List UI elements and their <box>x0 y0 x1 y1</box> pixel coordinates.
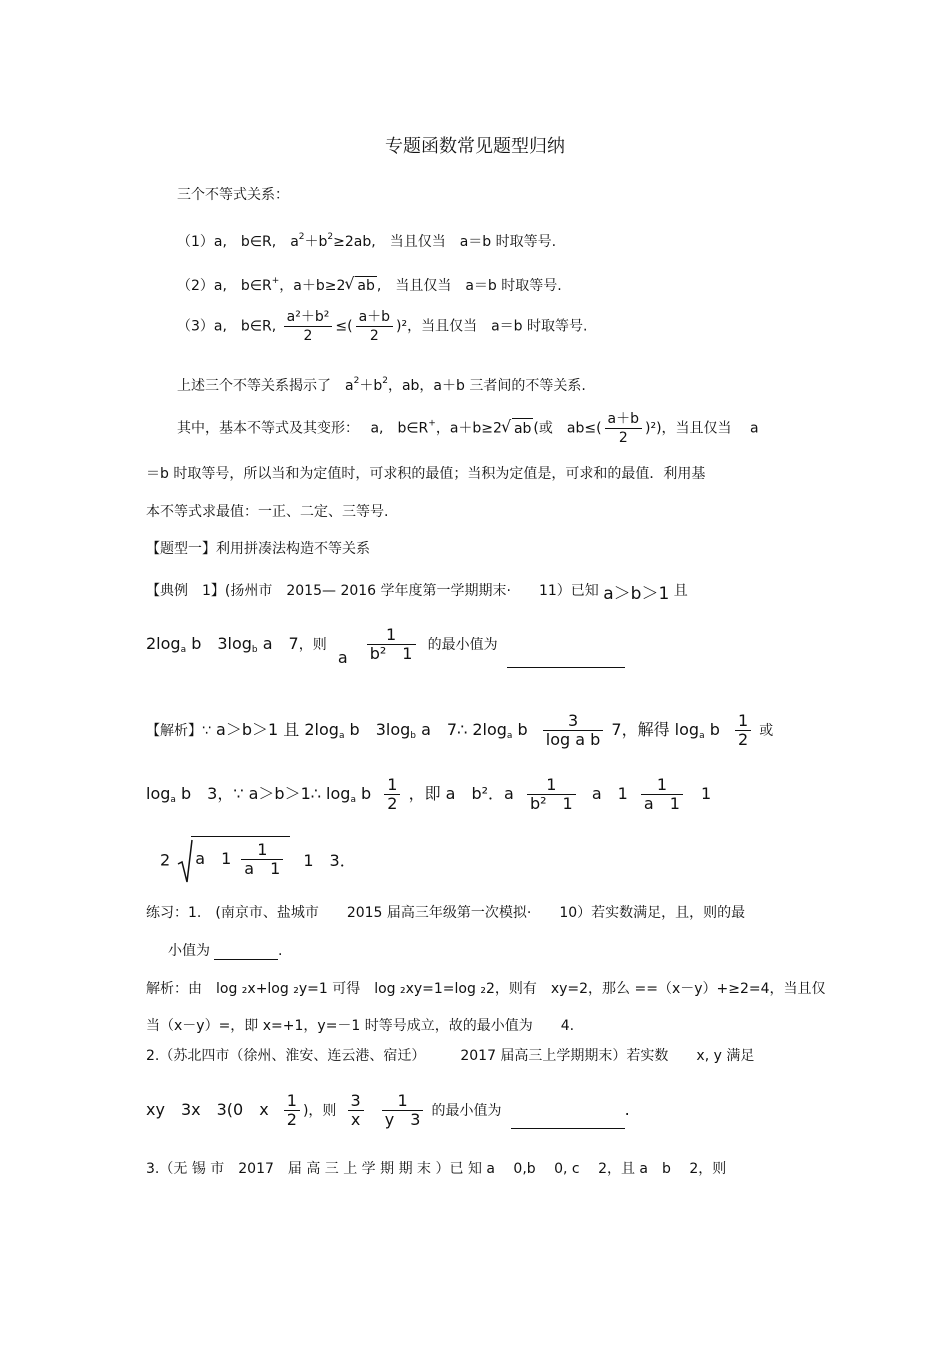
type1-heading: 【题型一】利用拼凑法构造不等关系 <box>146 541 370 557</box>
basic-mid2: (或 ab≤( <box>533 420 602 437</box>
sol1-s4: a <box>699 731 705 741</box>
sol1-radicand <box>191 836 290 878</box>
p2-num3: 1 <box>382 1092 424 1111</box>
ex1-then: ，则 <box>298 637 327 653</box>
basic-inequality-line3: 本不等式求最值：一正、二定、三等号. <box>146 504 389 520</box>
ineq2-root: √ ab <box>355 276 376 295</box>
sol1-l2den2: b² 1 <box>529 794 573 813</box>
ineq3-le: ≤( <box>335 318 353 335</box>
p2-num: 1 <box>284 1092 300 1111</box>
basic-num: a＋b <box>605 410 642 429</box>
inequality-3 <box>177 308 587 345</box>
ex1-log2: b 3log <box>191 634 252 653</box>
sol1-l2den3: a 1 <box>643 794 680 813</box>
inequality-1 <box>177 228 556 251</box>
p2-num2: 3 <box>348 1092 364 1111</box>
sol1-t4: 7，解得 log <box>611 720 700 739</box>
sol1-and: 且 2log <box>283 720 339 739</box>
p2-pre: xy 3x 3(0 x <box>146 1100 269 1119</box>
intro-text: 三个不等式关系： <box>177 187 289 203</box>
summary-mid: ＋b <box>359 378 383 394</box>
solution1-line3 <box>160 838 356 884</box>
basic-mid: ，a＋b≥2 <box>435 420 502 437</box>
example1-line2 <box>146 626 625 668</box>
ex1-answer-blank[interactable] <box>507 653 625 668</box>
ineq2-plus: + <box>271 276 280 286</box>
ex1-sub2: b <box>251 645 258 655</box>
sol1-t1: b 3log <box>349 720 411 739</box>
practice2-answer-blank[interactable] <box>511 1114 625 1129</box>
sol1-l2s2: a <box>350 795 356 805</box>
basic-den: 2 <box>618 430 628 446</box>
ex1-expr-frac <box>367 626 416 663</box>
basic-root: √ ab <box>512 418 533 439</box>
p2-den: 2 <box>286 1110 297 1129</box>
sol1-l2num: 1 <box>384 776 400 795</box>
practice1-label: 小值为 <box>168 943 210 959</box>
sol1-l3den: a 1 <box>244 859 281 878</box>
sol1-or: 或 <box>759 723 774 739</box>
example1-cond: a＞b＞1 <box>603 584 670 604</box>
basic-plus: + <box>428 418 436 429</box>
analysis1-line1: 解析：由 log ₂x+log ₂y=1 可得 log ₂xy=1=log ₂2，则有 xy=2，那么 ==（x－y）+≥2=4，当且仅 <box>146 981 826 997</box>
practice1-answer-blank[interactable] <box>214 945 278 960</box>
practice1-line2: 小值为 . <box>168 943 283 959</box>
ineq2-pre: （2）a, b∈R <box>177 278 272 294</box>
sol1-l3tail: 1 3． <box>303 850 356 870</box>
p2-frac1 <box>284 1092 300 1129</box>
summary-sq1: 2 <box>353 376 360 386</box>
sol1-l2num2: 1 <box>527 776 576 795</box>
ineq3-pre: （3）a, b∈R, <box>177 318 277 335</box>
summary-line <box>177 372 586 395</box>
ineq3-den2: 2 <box>369 328 379 344</box>
sol1-den3: log a b <box>545 730 601 749</box>
ineq3-num2: a＋b <box>356 308 393 327</box>
summary-sq2: 2 <box>382 376 388 386</box>
example1-cond-tail: 且 <box>673 583 688 599</box>
ineq3-frac2 <box>356 308 393 345</box>
example1-label: 【典例 1】(扬州市 2015— 2016 学年度第一学期期末· 11）已知 <box>146 583 599 599</box>
sol1-l2c: b <box>361 784 372 803</box>
sol1-l3in: a 1 <box>195 849 232 868</box>
sol1-den4: 2 <box>737 730 749 749</box>
ex1-log1: 2log <box>146 634 181 653</box>
sol1-l3num: 1 <box>241 841 283 860</box>
summary-pre: 上述三个不等关系揭示了 a <box>177 378 354 394</box>
basic-frac <box>605 410 642 447</box>
p2-mid: )，则 <box>302 1103 337 1119</box>
ex1-expr-num: 1 <box>367 626 416 645</box>
basic-pre: 其中，基本不等式及其变形： a, b∈R <box>177 420 429 437</box>
sol1-l2s: a <box>170 795 176 805</box>
practice2-line2: xy 3x 3(0 x $\frac{1}{2}$ )，则 $\frac{3}{x}$ $\frac{1}{y 3}$ 的最小值为 . <box>146 1091 630 1129</box>
basic-inequality-line1 <box>177 410 759 447</box>
sol1-s3: a <box>506 731 513 741</box>
ex1-tail: 的最小值为 <box>427 637 498 653</box>
ineq3-frac1 <box>284 308 333 345</box>
sol1-l2frac2 <box>527 776 576 813</box>
sol1-frac3 <box>543 712 604 749</box>
sol1-frac4 <box>735 712 751 749</box>
sol1-label: 【解析】∵ <box>146 723 211 739</box>
ineq2-mid: ，a＋b≥2 <box>279 278 346 294</box>
ineq3-post: )²，当且仅当 a＝b 时取等号. <box>396 318 588 335</box>
p2-den2: x <box>350 1110 361 1129</box>
basic-inequality-line2: ＝b 时取等号，所以当和为定值时，可求积的最值；当积为定值是，可求和的最值．利用基 <box>146 466 706 482</box>
ineq1-sq2: 2 <box>327 232 334 242</box>
sol1-l2cond: a＞b＞1∴ log <box>248 784 351 803</box>
ineq1-mid: ＋b <box>304 234 328 250</box>
p2-frac3 <box>382 1092 424 1129</box>
sol1-l2a: log <box>146 784 171 803</box>
page-title: 专题函数常见题型归纳 <box>385 136 565 157</box>
ineq3-den1: 2 <box>303 328 313 344</box>
sol1-s2: b <box>410 731 416 741</box>
sol1-l3a: 2 <box>160 850 171 870</box>
sol1-l2d: ，即 a b²．a <box>408 784 514 803</box>
sol1-t5: b <box>709 720 720 739</box>
sol1-l2frac3 <box>641 776 683 813</box>
sol1-num4: 1 <box>735 712 751 731</box>
example1-line1 <box>146 582 688 603</box>
practice2-line1: 2.（苏北四市（徐州、淮安、连云港、宿迁） 2017 届高三上学期期末）若实数 x, y 满足 <box>146 1048 755 1064</box>
sol1-l2e: a 1 <box>591 784 628 803</box>
solution1-line1 <box>146 712 773 749</box>
sol1-t3: b <box>517 720 528 739</box>
sol1-l2num3: 1 <box>641 776 683 795</box>
sol1-s1: a <box>338 731 345 741</box>
inequality-2 <box>177 272 562 295</box>
ex1-expr-den: b² 1 <box>369 644 413 663</box>
summary-post: ，ab，a＋b 三者间的不等关系. <box>387 378 586 394</box>
ex1-expr-a: a <box>337 648 348 667</box>
ineq3-num1: a²＋b² <box>284 308 333 327</box>
sol1-t2: a 7∴ 2log <box>421 720 507 739</box>
ineq2-post: , 当且仅当 a＝b 时取等号. <box>376 278 562 294</box>
analysis1-line2: 当（x－y）=，即 x=+1，y=－1 时等号成立，故的最小值为 4. <box>146 1018 575 1034</box>
sol1-cond: a＞b＞1 <box>216 720 279 739</box>
sol1-l2f: 1 <box>701 784 712 803</box>
p2-frac2 <box>348 1092 364 1129</box>
sol1-l2frac1 <box>384 776 400 813</box>
practice1-line1: 练习：1. (南京市、盐城市 2015 届高三年级第一次模拟· 10）若实数满足，且，则的最 <box>146 905 746 921</box>
sol1-l3frac <box>241 841 283 878</box>
p2-den3: y 3 <box>384 1110 421 1129</box>
sol1-l2b: b 3，∵ <box>181 784 244 803</box>
p2-tail: 的最小值为 <box>431 1103 502 1119</box>
ex1-eq: a 7 <box>262 634 299 653</box>
sol1-l2den: 2 <box>387 794 398 813</box>
ineq1-post: ≥2ab, 当且仅当 a＝b 时取等号. <box>333 234 557 250</box>
ineq1-sq1: 2 <box>298 232 305 242</box>
ineq1-pre: （1）a, b∈R, a <box>177 234 299 250</box>
ex1-sub1: a <box>180 645 187 655</box>
basic-post: )²)，当且仅当 a <box>645 420 759 437</box>
sol1-num3: 3 <box>543 712 604 731</box>
practice3-line1: 3.（无 锡 市 2017 届 高 三 上 学 期 期 末 ）已 知 a 0,b 0, c 2，且 a b 2，则 <box>146 1161 727 1177</box>
solution1-line2 <box>146 776 711 813</box>
